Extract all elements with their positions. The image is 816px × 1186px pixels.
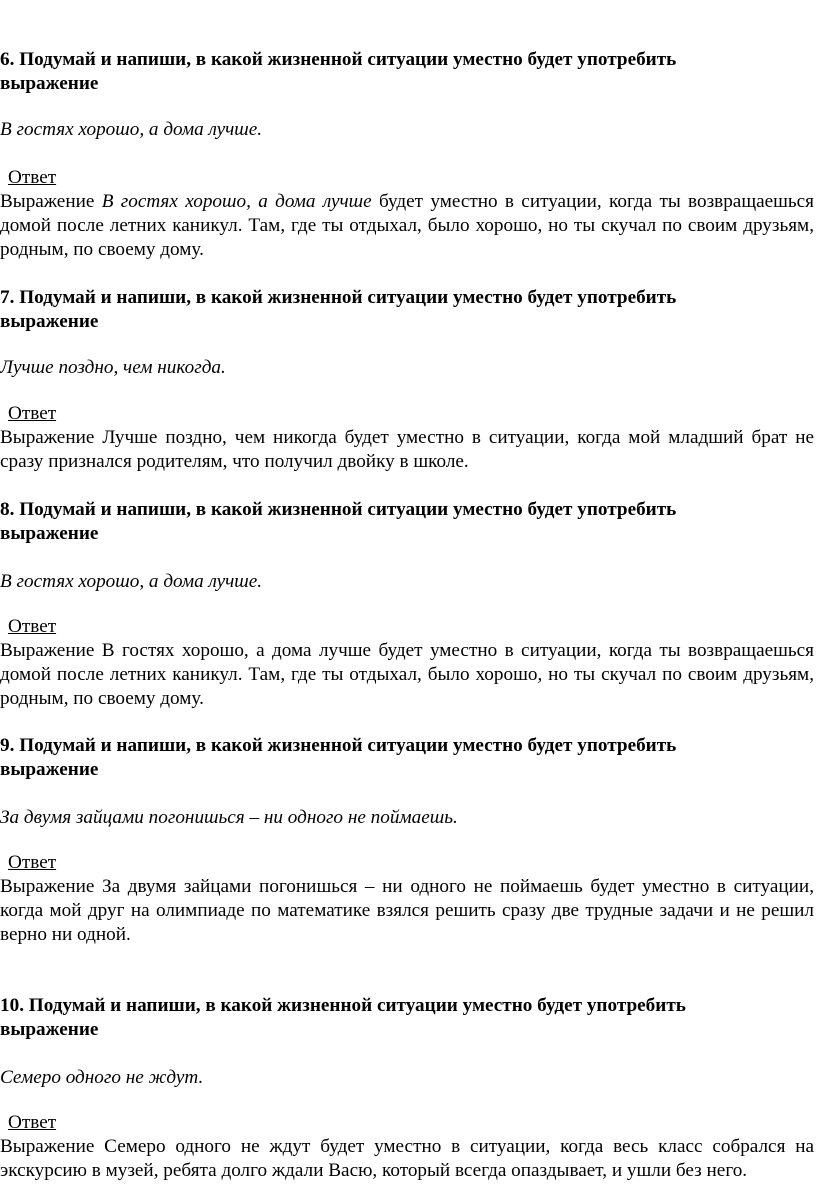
question-9: 9. Подумай и напиши, в какой жизненной ситуации уместно будет употребить выражение <box>0 735 677 780</box>
answer-text-9: Выражение За двумя зайцами погонишься – ни одного не поймаешь будет уместно в ситуации, когда мой друг на олимпиаде по математике взялся решить сразу две трудные задачи и не решил верно ни одной. <box>0 876 814 945</box>
phrase-9: За двумя зайцами погонишься – ни одного не поймаешь. <box>0 807 458 828</box>
phrase-7: Лучше поздно, чем никогда. <box>0 357 226 378</box>
answer-6-rest: будет уместно в ситуации, когда ты возвращаешься домой после летних каникул. Там, где ты отдыхал, было хорошо, но ты скучал по своим друзьям, родным, по своему дому. <box>0 191 814 260</box>
question-8: 8. Подумай и напиши, в какой жизненной ситуации уместно будет употребить выражение <box>0 499 677 544</box>
answer-text-8: Выражение В гостях хорошо, а дома лучше будет уместно в ситуации, когда ты возвращаешься домой после летних каникул. Там, где ты отдыхал, было хорошо, но ты скучал по своим друзьям, родным, по своему дому. <box>0 640 814 709</box>
exercise-8 <box>0 498 814 709</box>
exercise-6 <box>0 48 814 260</box>
phrase-10: Семеро одного не ждут. <box>0 1067 204 1088</box>
question-10: 10. Подумай и напиши, в какой жизненной ситуации уместно будет употребить выражение <box>0 995 686 1040</box>
answer-text-6 <box>0 190 814 262</box>
answer-text-10: Выражение Семеро одного не ждут будет уместно в ситуации, когда весь класс собрался на экскурсию в музей, ребята долго ждали Васю, который всегда опаздывает, и ушли без него. <box>0 1136 814 1181</box>
answer-label-10: Ответ <box>8 1112 57 1133</box>
exercise-9 <box>0 734 814 945</box>
exercise-10 <box>0 994 814 1181</box>
answer-6-phrase: В гостях хорошо, а дома лучше <box>101 191 372 212</box>
phrase-8: В гостях хорошо, а дома лучше. <box>0 571 263 592</box>
answer-label-9: Ответ <box>8 852 57 873</box>
answer-label-8: Ответ <box>8 616 57 637</box>
answer-label-6: Ответ <box>8 167 57 188</box>
question-7: 7. Подумай и напиши, в какой жизненной ситуации уместно будет употребить выражение <box>0 287 677 332</box>
question-6: 6. Подумай и напиши, в какой жизненной ситуации уместно будет употребить выражение <box>0 49 677 94</box>
phrase-6: В гостях хорошо, а дома лучше. <box>0 119 263 140</box>
answer-6-prefix: Выражение <box>0 191 102 212</box>
answer-text-7: Выражение Лучше поздно, чем никогда будет уместно в ситуации, когда мой младший брат не сразу признался родителям, что получил двойку в школе. <box>0 427 814 472</box>
exercise-7 <box>0 286 814 472</box>
answer-label-7: Ответ <box>8 403 57 424</box>
